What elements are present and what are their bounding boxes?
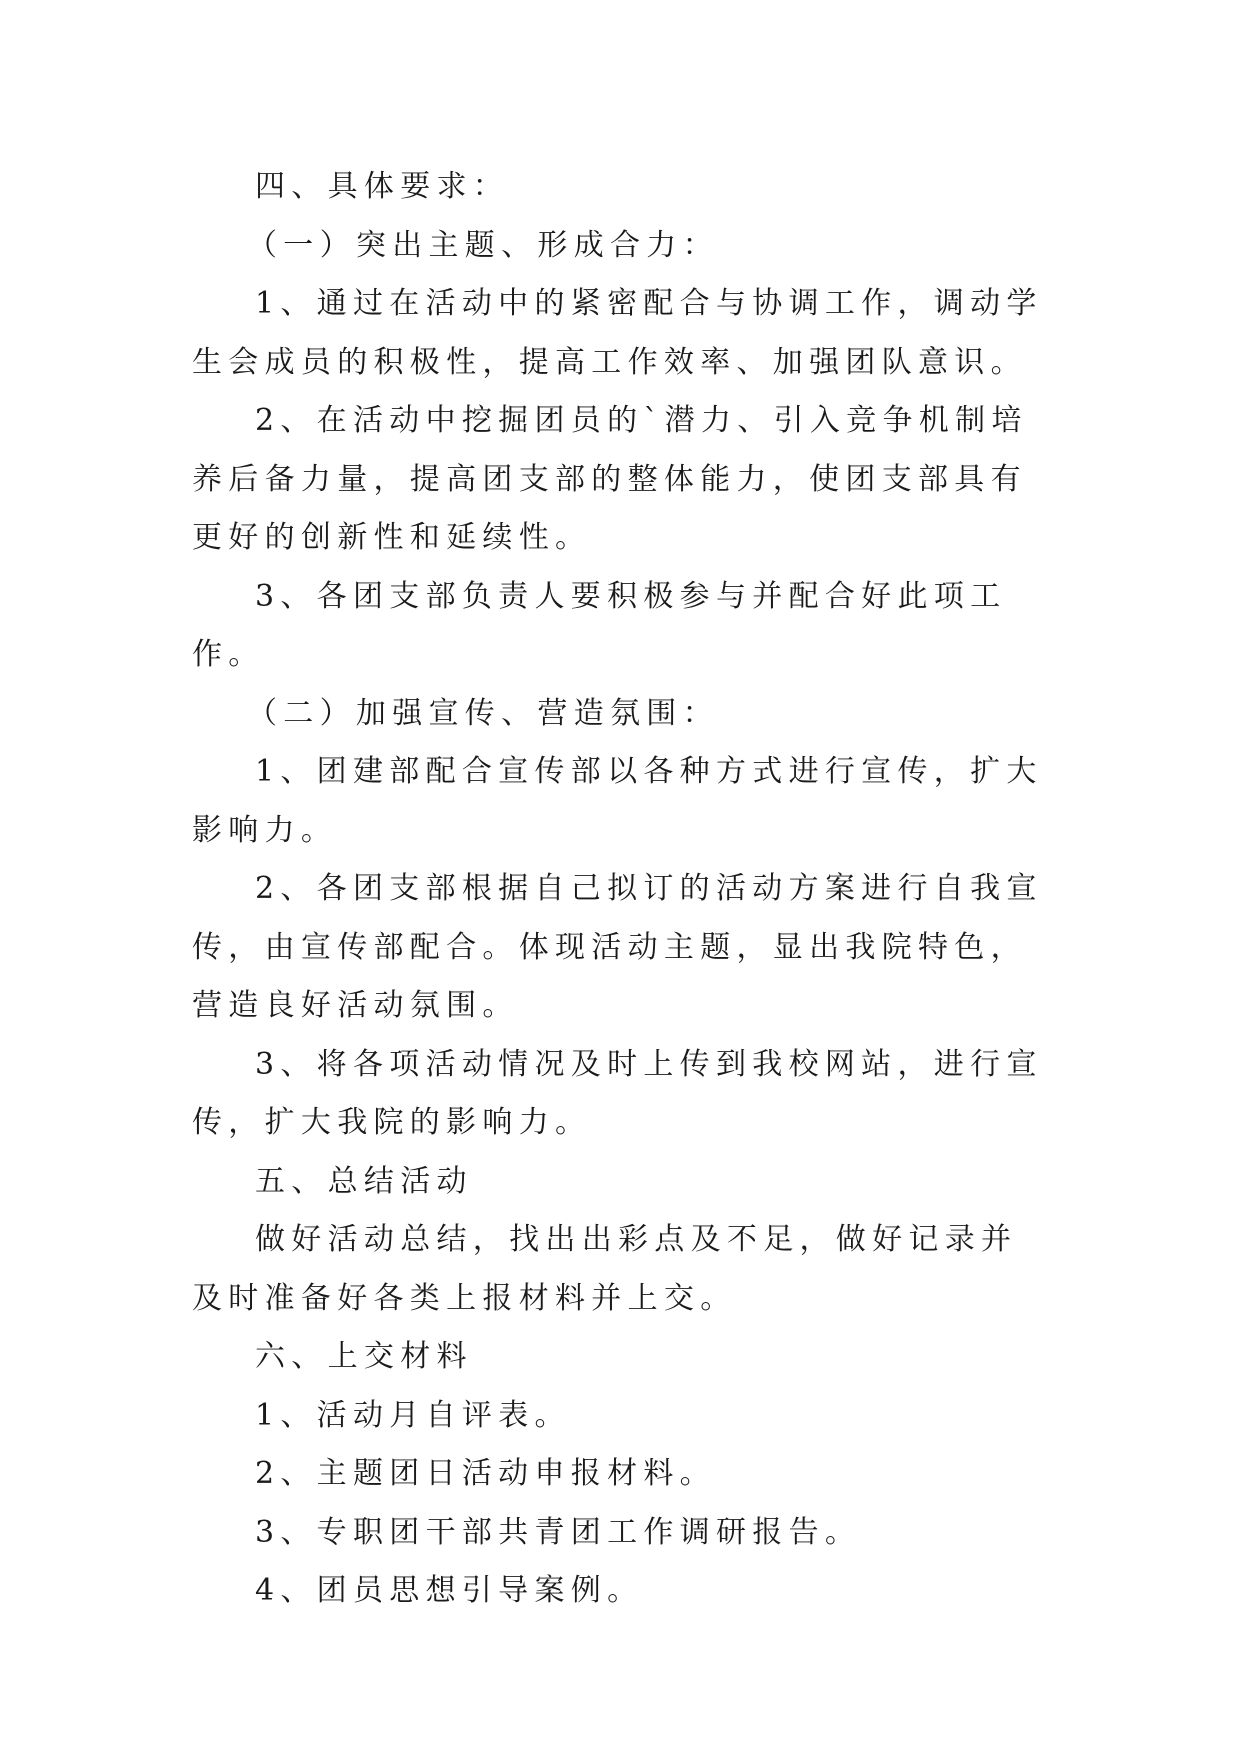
heading-specific-requirements: 四、具体要求： [255,169,510,204]
heading-submit-materials: 六、上交材料 [255,1339,473,1374]
paragraph: 1、团建部配合宣传部以各种方式进行宣传，扩大影响力。 [192,754,1043,848]
paragraph: 2、各团支部根据自己拟订的活动方案进行自我宣传，由宣传部配合。体现活动主题，显出我院特色，营造良好活动氛围。 [192,871,1043,1023]
heading-summary: 五、总结活动 [255,1163,473,1199]
paragraph: 2、在活动中挖掘团员的`潜力、引入竞争机制培养后备力量，提高团支部的整体能力，使团支部具有更好的创新性和延续性。 [192,403,1028,555]
document-body [192,158,1052,1621]
list-item: 3、专职团干部共青团工作调研报告。 [255,1514,862,1550]
paragraph: 做好活动总结，找出出彩点及不足，做好记录并及时准备好各类上报材料并上交。 [192,1222,1018,1316]
paragraph: 3、将各项活动情况及时上传到我校网站，进行宣传，扩大我院的影响力。 [192,1046,1043,1140]
paragraph: 3、各团支部负责人要积极参与并配合好此项工作。 [192,578,1007,672]
list-item: 1、活动月自评表。 [255,1397,571,1433]
list-item: 2、主题团日活动申报材料。 [255,1456,716,1491]
list-item: 4、团员思想引导案例。 [255,1573,644,1608]
paragraph: 1、通过在活动中的紧密配合与协调工作，调动学生会成员的积极性，提高工作效率、加强团队意识。 [192,286,1043,380]
subheading-highlight-theme: （一）突出主题、形成合力： [247,227,719,263]
subheading-publicity: （二）加强宣传、营造氛围： [247,695,719,731]
